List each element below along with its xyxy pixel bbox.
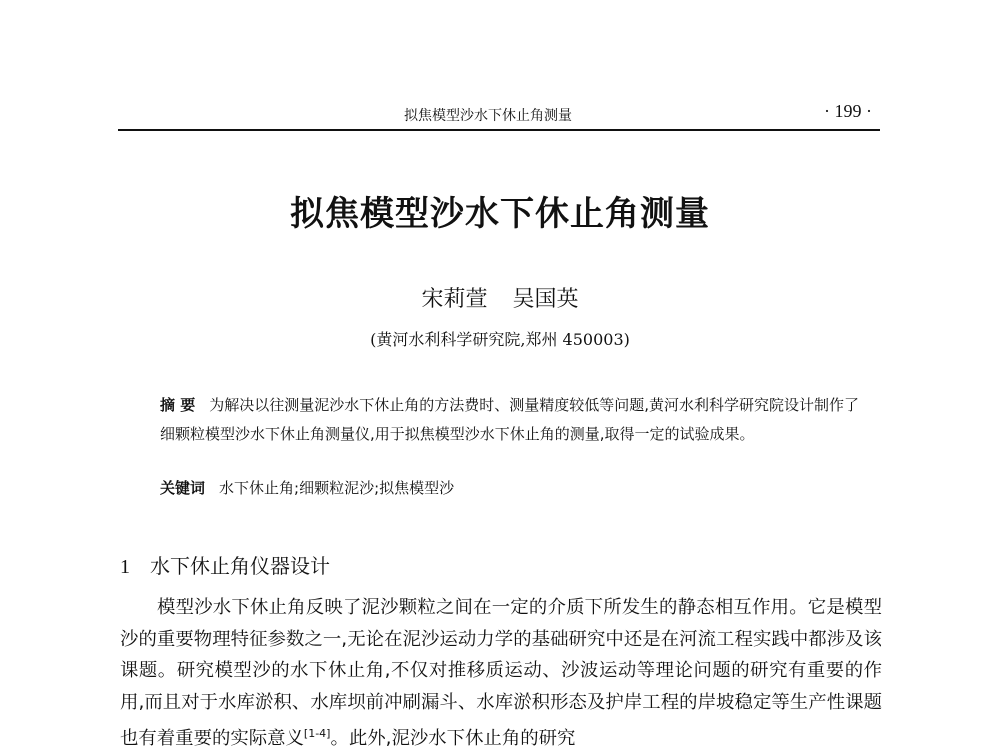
- keywords-text: 水下休止角;细颗粒泥沙;拟焦模型沙: [219, 479, 455, 497]
- keywords-label: 关键词: [160, 479, 206, 497]
- page-number: · 199 ·: [824, 101, 872, 121]
- keywords: [160, 477, 870, 498]
- section-heading: [120, 550, 330, 579]
- citation: [1-4]: [303, 727, 331, 740]
- running-header-title: 拟焦模型沙水下休止角测量: [404, 108, 572, 124]
- body-text: 模型沙水下休止角反映了泥沙颗粒之间在一定的介质下所发生的静态相互作用。它是模型沙的重要物理特征参数之一,无论在泥沙运动力学的基础研究中还是在河流工程实践中都涉及该课题。研究模型沙的水下休止角,不仅对推移质运动、沙波运动等理论问题的研究有重要的作用,而且对于水库淤积、水库坝前冲刷漏斗、水库淤积形态及护岸工程的岸坡稳定等生产性课题也有着重要的实际意义: [120, 597, 882, 750]
- abstract-text: 为解决以往测量泥沙水下休止角的方法费时、测量精度较低等问题,黄河水利科学研究院设计制作了细颗粒模型沙水下休止角测量仪,用于拟焦模型沙水下休止角的测量,取得一定的试验成果。: [160, 396, 860, 443]
- running-header: [118, 101, 880, 131]
- body-paragraph: [120, 592, 882, 755]
- paper-title: 拟焦模型沙水下休止角测量: [290, 194, 710, 234]
- abstract-label: 摘 要: [160, 396, 196, 414]
- abstract: [160, 391, 870, 449]
- body-text-continued: 。此外,泥沙水下休止角的研究: [330, 728, 576, 750]
- authors: 宋莉萱 吴国英: [421, 287, 579, 312]
- section-title: 水下休止角仪器设计: [150, 554, 330, 578]
- section-number: 1: [120, 556, 130, 578]
- affiliation: (黄河水利科学研究院,郑州 450003): [370, 330, 630, 349]
